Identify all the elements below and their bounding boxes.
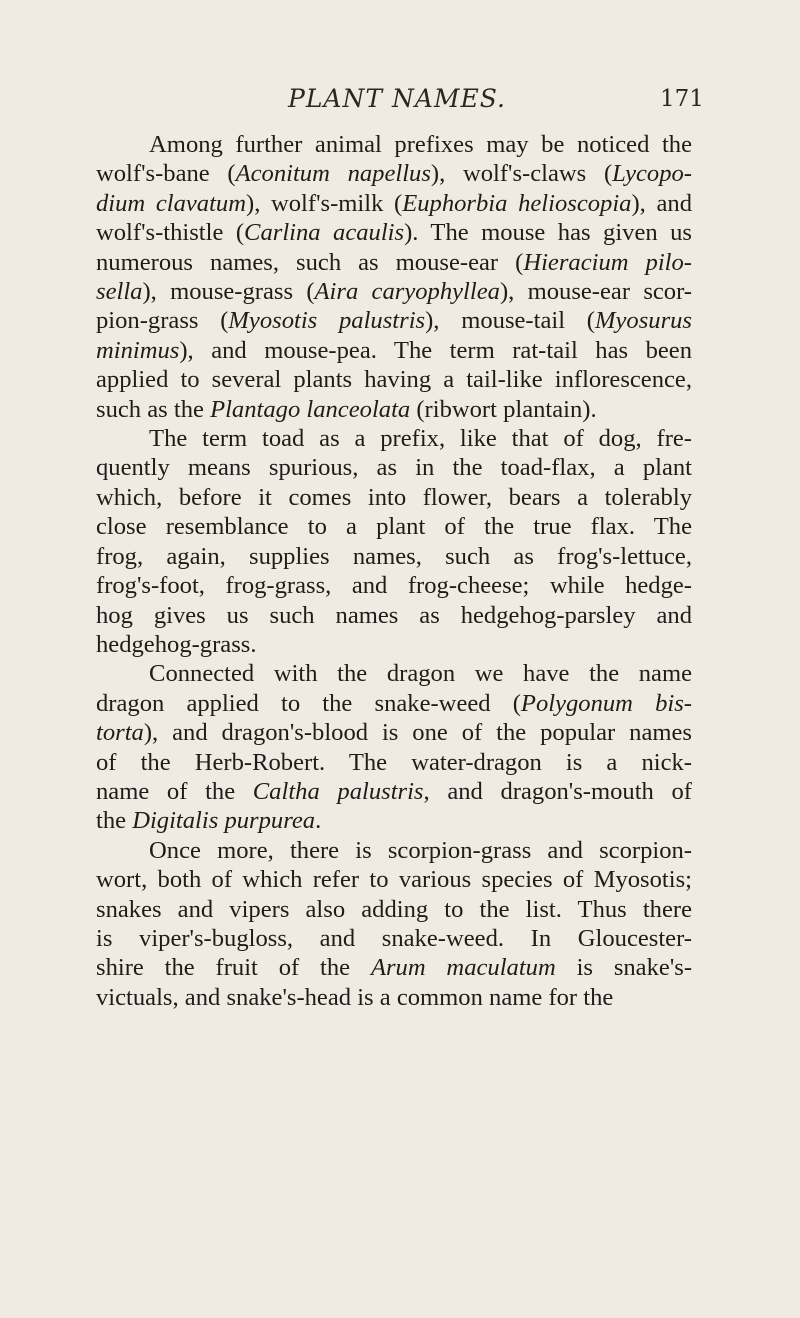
text-segment: such as the — [96, 395, 211, 423]
body-text — [96, 130, 692, 1012]
text-line — [96, 159, 692, 188]
text-line — [96, 953, 692, 982]
text-line — [96, 130, 692, 159]
italic-text: dium clavatum — [96, 189, 246, 217]
text-line — [96, 512, 692, 541]
text-line — [96, 453, 692, 482]
text-line — [96, 630, 692, 659]
text-segment: The term toad as a prefix, like that of dog, fre- — [149, 425, 692, 453]
text-segment: the — [96, 807, 133, 835]
text-line — [96, 924, 692, 953]
text-line — [96, 836, 692, 865]
text-line — [96, 601, 692, 630]
text-segment: wort, both of which refer to various species of Myosotis; — [96, 866, 692, 894]
text-segment: is snake's- — [555, 954, 693, 982]
text-segment: shire the fruit of the — [96, 954, 371, 982]
text-segment: which, before it comes into flower, bears a tolerably — [96, 483, 692, 511]
text-line — [96, 248, 692, 277]
text-segment: of the Herb-Robert. The water-dragon is a nick- — [96, 748, 692, 776]
text-line — [96, 689, 692, 718]
text-segment: pion-grass ( — [96, 307, 229, 335]
text-segment: ), and dragon's-blood is one of the popular names — [143, 719, 692, 747]
italic-text: sella — [96, 278, 143, 306]
text-line — [96, 277, 692, 306]
text-segment: numerous names, such as mouse-ear ( — [96, 248, 524, 276]
text-line — [96, 571, 692, 600]
text-segment: quently means spurious, as in the toad-flax, a plant — [96, 454, 692, 482]
text-line — [96, 483, 692, 512]
running-head: PLANT NAMES. — [288, 84, 506, 113]
text-line — [96, 806, 692, 835]
italic-text: Myosurus — [595, 307, 693, 335]
text-segment: ), mouse-ear scor- — [499, 278, 692, 306]
text-segment: dragon applied to the snake-weed ( — [96, 689, 521, 717]
text-segment: ), wolf's-claws ( — [430, 160, 613, 188]
paragraph — [96, 424, 692, 659]
text-segment: Among further animal prefixes may be noticed the — [149, 131, 692, 158]
text-segment: (ribwort plantain). — [410, 395, 597, 423]
text-line — [96, 542, 692, 571]
text-line — [96, 218, 692, 247]
text-line — [96, 748, 692, 777]
text-segment: ), mouse-tail ( — [425, 307, 595, 335]
text-segment: Connected with the dragon we have the name — [149, 660, 692, 688]
italic-text: Lycopo- — [612, 160, 692, 188]
italic-text: torta — [96, 719, 144, 747]
text-line — [96, 189, 692, 218]
italic-text: Euphorbia helioscopia — [402, 189, 632, 217]
paragraph — [96, 659, 692, 835]
italic-text: Hieracium pilo- — [523, 248, 692, 276]
text-segment: is viper's-bugloss, and snake-weed. In Gloucester- — [96, 924, 692, 952]
text-segment: ). The mouse has given us — [404, 219, 692, 247]
text-line — [96, 306, 692, 335]
text-line — [96, 865, 692, 894]
paragraph — [96, 836, 692, 1012]
text-segment: wolf's-bane ( — [96, 160, 236, 188]
text-segment: , and dragon's-mouth of — [423, 777, 692, 805]
text-line — [96, 336, 692, 365]
page-number: 171 — [660, 86, 704, 112]
text-line — [96, 983, 692, 1012]
text-segment: applied to several plants having a tail-like inflorescence, — [96, 366, 692, 394]
italic-text: Myosotis palustris — [228, 307, 426, 335]
italic-text: Arum maculatum — [370, 954, 556, 982]
italic-text: minimus — [96, 336, 180, 364]
text-segment: close resemblance to a plant of the true flax. The — [96, 513, 692, 541]
text-line — [96, 659, 692, 688]
text-segment: name of the — [96, 777, 253, 805]
text-segment: hedgehog-grass. — [96, 630, 257, 658]
text-segment: Once more, there is scorpion-grass and scorpion- — [149, 836, 692, 864]
text-segment: . — [315, 807, 322, 835]
italic-text: Caltha palustris — [252, 777, 424, 805]
italic-text: Polygonum bis- — [520, 689, 692, 717]
text-line — [96, 424, 692, 453]
text-line — [96, 718, 692, 747]
text-line — [96, 365, 692, 394]
text-segment: snakes and vipers also adding to the list. Thus there — [96, 895, 692, 923]
text-segment: frog's-foot, frog-grass, and frog-cheese; while hedge- — [96, 572, 692, 600]
page-header — [0, 84, 800, 124]
text-segment: wolf's-thistle ( — [96, 219, 245, 247]
text-segment: victuals, and snake's-head is a common name for the — [96, 983, 614, 1011]
text-segment: ), and — [631, 189, 692, 217]
text-segment: frog, again, supplies names, such as frog's-lettuce, — [96, 542, 692, 570]
text-line — [96, 395, 692, 424]
text-segment: ), mouse-grass ( — [142, 278, 315, 306]
italic-text: Carlina acaulis — [244, 219, 405, 247]
text-line — [96, 777, 692, 806]
text-segment: ), and mouse-pea. The term rat-tail has been — [179, 336, 692, 364]
paragraph — [96, 130, 692, 424]
italic-text: Aira caryophyllea — [314, 278, 500, 306]
text-segment: hog gives us such names as hedgehog-parsley and — [96, 601, 692, 629]
italic-text: Aconitum napellus — [235, 160, 431, 188]
text-line — [96, 895, 692, 924]
italic-text: Digitalis purpurea — [132, 807, 316, 835]
italic-text: Plantago lanceolata — [210, 395, 411, 423]
text-segment: ), wolf's-milk ( — [246, 189, 403, 217]
